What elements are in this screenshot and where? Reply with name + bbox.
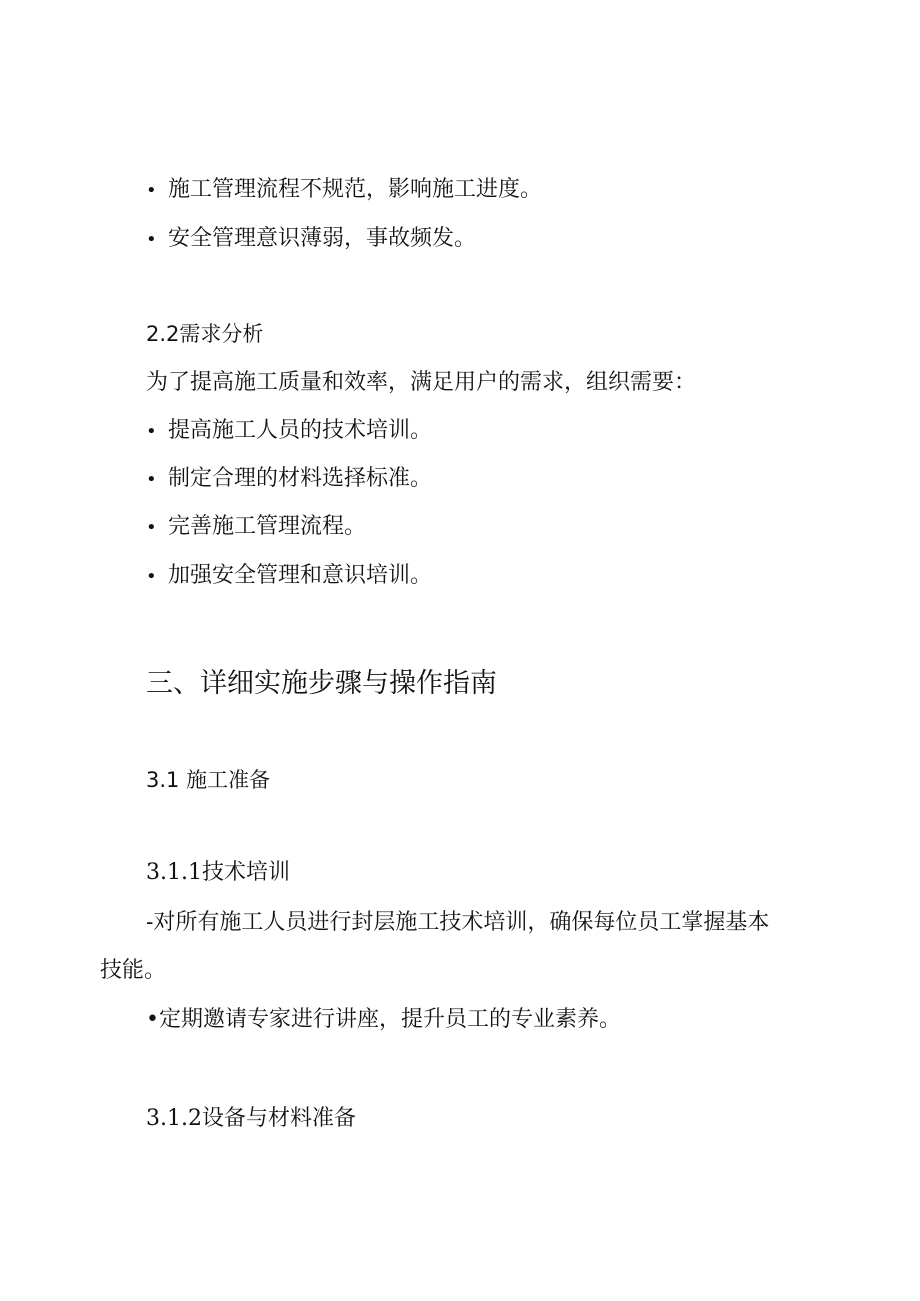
list-item [146, 512, 366, 543]
list-item [146, 416, 432, 447]
paragraph-line: 技能。 [100, 958, 167, 983]
paragraph-line: -对所有施工人员进行封层施工技术培训，确保每位员工掌握基本 [146, 910, 770, 935]
bullet-mark: • [146, 180, 157, 201]
bullet-mark: • [146, 566, 157, 587]
bullet-mark: • [146, 517, 157, 538]
bullet-mark: • [146, 421, 157, 442]
bullet-mark: • [146, 229, 157, 250]
list-item-text: 提高施工人员的技术培训。 [168, 418, 433, 443]
list-item-text: 完善施工管理流程。 [168, 514, 367, 539]
list-item [146, 464, 432, 495]
subsection-heading-3-1-2: 3.1.2设备与材料准备 [146, 1106, 356, 1131]
section-heading-3-1: 3.1 施工准备 [146, 768, 271, 792]
list-item-text: 施工管理流程不规范，影响施工进度。 [168, 177, 543, 202]
list-item-text: 安全管理意识薄弱，事故频发。 [168, 226, 477, 251]
section-2-2-intro: 为了提高施工质量和效率，满足用户的需求，组织需要： [146, 370, 697, 395]
list-item [146, 561, 432, 592]
list-item-text: 加强安全管理和意识培训。 [168, 563, 433, 588]
list-item [146, 175, 542, 206]
chapter-heading-3: 三、详细实施步骤与操作指南 [146, 668, 497, 699]
paragraph: •定期邀请专家进行讲座，提升员工的专业素养。 [146, 1007, 621, 1032]
section-heading-2-2: 2.2需求分析 [146, 322, 264, 346]
bullet-mark: • [146, 469, 157, 490]
list-item-text: 制定合理的材料选择标准。 [168, 466, 433, 491]
subsection-heading-3-1-1: 3.1.1技术培训 [146, 860, 290, 885]
list-item [146, 224, 476, 255]
